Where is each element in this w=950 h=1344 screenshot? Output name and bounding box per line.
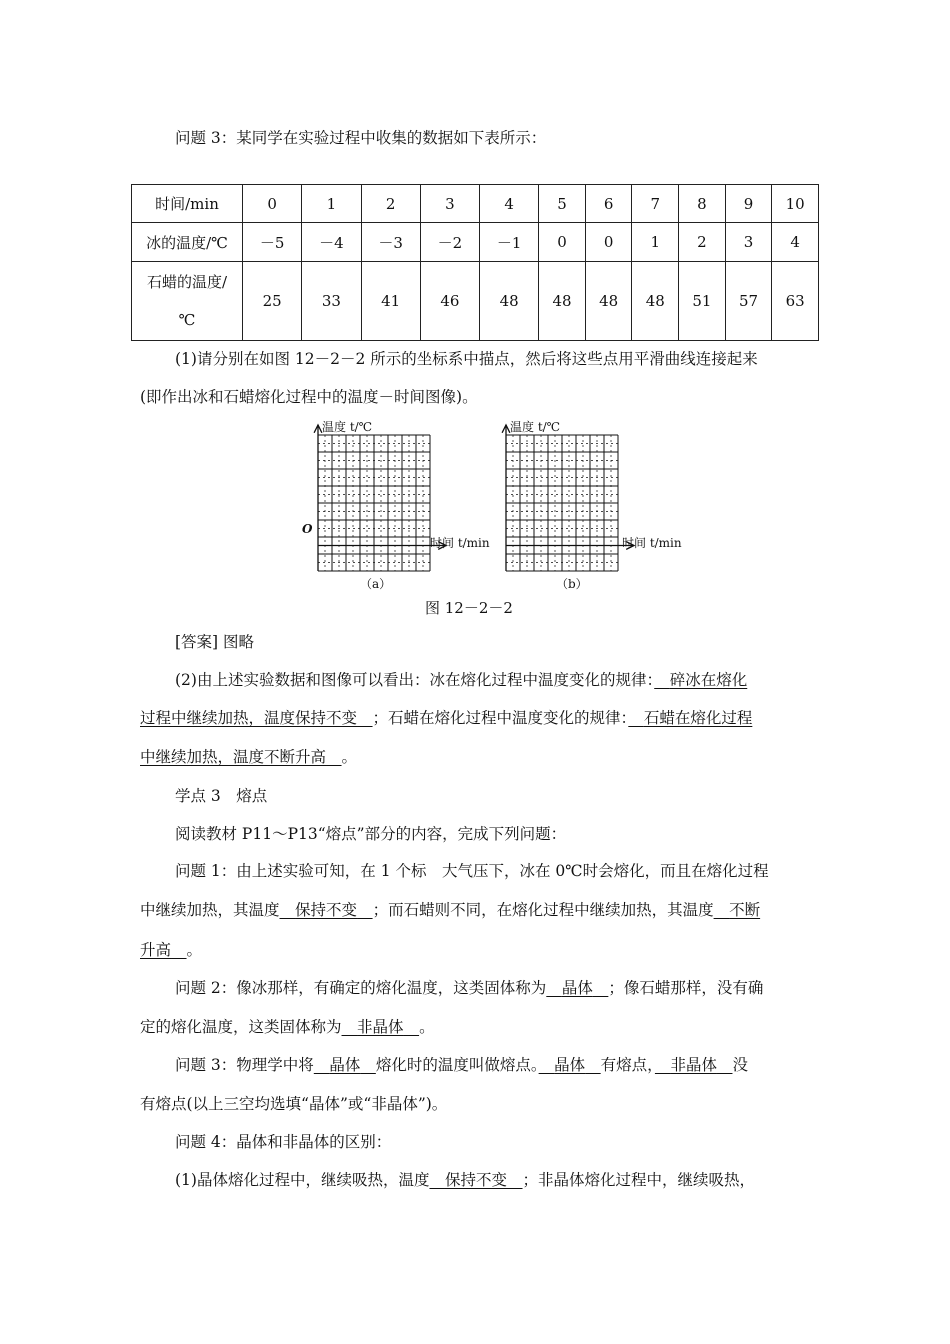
table-cell: 41 [361,262,420,341]
answer-blank [655,1056,733,1074]
q3-line2: 有熔点(以上三空均选填“晶体”或“非晶体”)。 [140,1095,448,1113]
table-cell: －2 [420,223,479,262]
answer-text: 晶体 [554,1056,586,1074]
q4-title: 问题 4：晶体和非晶体的区别： [175,1133,392,1151]
table-cell: －1 [480,223,539,262]
origin-label-a: O [302,522,313,536]
table-cell: 10 [772,185,819,223]
q3-text: 熔化时的温度叫做熔点。 [375,1056,539,1074]
table-row [132,262,819,341]
answer-blank [342,1018,420,1036]
table-cell: 46 [420,262,479,341]
table-cell: 1 [302,185,361,223]
table-row-label: 冰的温度/℃ [132,223,243,262]
table-cell: 63 [772,262,819,341]
table-cell: 1 [632,223,679,262]
answer-blank [140,748,342,766]
q1-text: ；而石蜡则不同，在熔化过程中继续加热，其温度 [372,901,714,919]
q4-line1 [175,1170,755,1190]
q1-line1: 问题 1：由上述实验可知，在 1 个标 大气压下，冰在 0℃时会熔化，而且在熔化过程 [175,862,769,880]
task2-end: 。 [341,748,358,766]
table-cell: 25 [243,262,302,341]
sub-label-a: （a） [360,577,392,591]
table-cell: 48 [539,262,586,341]
table-cell: 51 [679,262,726,341]
answer-blank [714,901,761,919]
q3-text: 没 [732,1056,748,1074]
task2-line1 [175,670,747,690]
task2-mid: ；石蜡在熔化过程中温度变化的规律： [372,709,629,727]
answer-blank [539,1056,601,1074]
x-axis-label-b: 时间 t/min [622,536,682,550]
answer-blank [314,1056,376,1074]
answer-text: 晶体 [329,1056,361,1074]
grid-b-svg [492,418,692,593]
table-row [132,185,819,223]
x-axis-label-a: 时间 t/min [430,536,490,550]
table-cell: 2 [679,223,726,262]
answer-text: 升高 [140,941,172,959]
table-cell: 4 [772,223,819,262]
y-axis-label-b: 温度 t/℃ [510,420,561,434]
answer-text: 中继续加热，温度不断升高 [140,748,327,766]
table-cell: 48 [632,262,679,341]
task2-line2 [140,708,752,728]
table-row-label-line: ℃ [178,311,196,330]
answer-text: 保持不变 [444,1171,507,1189]
q1-line2 [140,900,760,920]
table-cell: 4 [480,185,539,223]
q2-line1 [175,978,763,998]
answer-text: 非晶体 [357,1018,404,1036]
answer-blank [546,979,608,997]
data-table [131,184,819,341]
answer-line: [答案] 图略 [175,633,255,651]
table-cell: 57 [725,262,772,341]
section-title: 学点 3 熔点 [175,787,268,805]
q2-line2 [140,1017,435,1037]
table-cell: 6 [585,185,632,223]
task2-line3 [140,747,357,767]
answer-text: 过程中继续加热，温度保持不变 [140,709,358,727]
answer-blank [280,901,373,919]
grid-b [506,425,634,571]
table-cell: 2 [361,185,420,223]
q3-line1 [175,1055,748,1075]
table-row-label [132,262,243,341]
table-cell: 7 [632,185,679,223]
q4-text: (1)晶体熔化过程中，继续吸热，温度 [175,1171,430,1189]
table-cell: 3 [420,185,479,223]
table-cell: 48 [480,262,539,341]
task2-intro: (2)由上述实验数据和图像可以看出：冰在熔化过程中温度变化的规律： [175,671,655,689]
figure-caption: 图 12－2－2 [425,599,513,617]
answer-text: 不断 [729,901,761,919]
answer-blank [140,941,187,959]
q1-end: 。 [186,941,203,959]
q2-end: 。 [419,1018,435,1036]
answer-blank [628,709,752,727]
reading-instruction: 阅读教材 P11～P13“熔点”部分的内容，完成下列问题： [175,825,567,843]
figure-b [492,418,692,593]
table-cell: 0 [243,185,302,223]
grid-a [318,425,446,571]
task1-line2: (即作出冰和石蜡熔化过程中的温度－时间图像)。 [140,388,478,406]
q4-text: ；非晶体熔化过程中，继续吸热， [522,1171,756,1189]
answer-blank [654,671,747,689]
q3-intro: 问题 3：某同学在实验过程中收集的数据如下表所示： [175,129,547,147]
answer-text: 晶体 [561,979,593,997]
q2-text: ；像石蜡那样，没有确 [608,979,764,997]
q2-text: 定的熔化温度，这类固体称为 [140,1018,342,1036]
table-cell: 9 [725,185,772,223]
q3-text: 问题 3：物理学中将 [175,1056,314,1074]
answer-text: 保持不变 [295,901,358,919]
table-cell: 5 [539,185,586,223]
table-row-label-line: 石蜡的温度/ [146,273,228,292]
table-cell: －5 [243,223,302,262]
table-row-label: 时间/min [132,185,243,223]
figure-a [300,418,500,593]
q1-text: 中继续加热，其温度 [140,901,280,919]
answer-text: 非晶体 [670,1056,717,1074]
table-cell: 0 [539,223,586,262]
table-cell: 33 [302,262,361,341]
grid-a-svg [300,418,500,593]
answer-text: 石蜡在熔化过程 [643,709,753,727]
sub-label-b: （b） [556,577,588,591]
answer-text: 碎冰在熔化 [669,671,748,689]
table-cell: 3 [725,223,772,262]
task1-line1: (1)请分别在如图 12－2－2 所示的坐标系中描点，然后将这些点用平滑曲线连接起来 [175,350,758,368]
y-axis-label-a: 温度 t/℃ [322,420,373,434]
q2-text: 问题 2：像冰那样，有确定的熔化温度，这类固体称为 [175,979,547,997]
table-cell: －4 [302,223,361,262]
q3-text: 有熔点， [600,1056,655,1074]
table-cell: 0 [585,223,632,262]
q1-line3 [140,940,202,960]
answer-blank [140,709,373,727]
table-cell: 8 [679,185,726,223]
table-cell: －3 [361,223,420,262]
answer-blank [429,1171,522,1189]
table-row [132,223,819,262]
table-cell: 48 [585,262,632,341]
